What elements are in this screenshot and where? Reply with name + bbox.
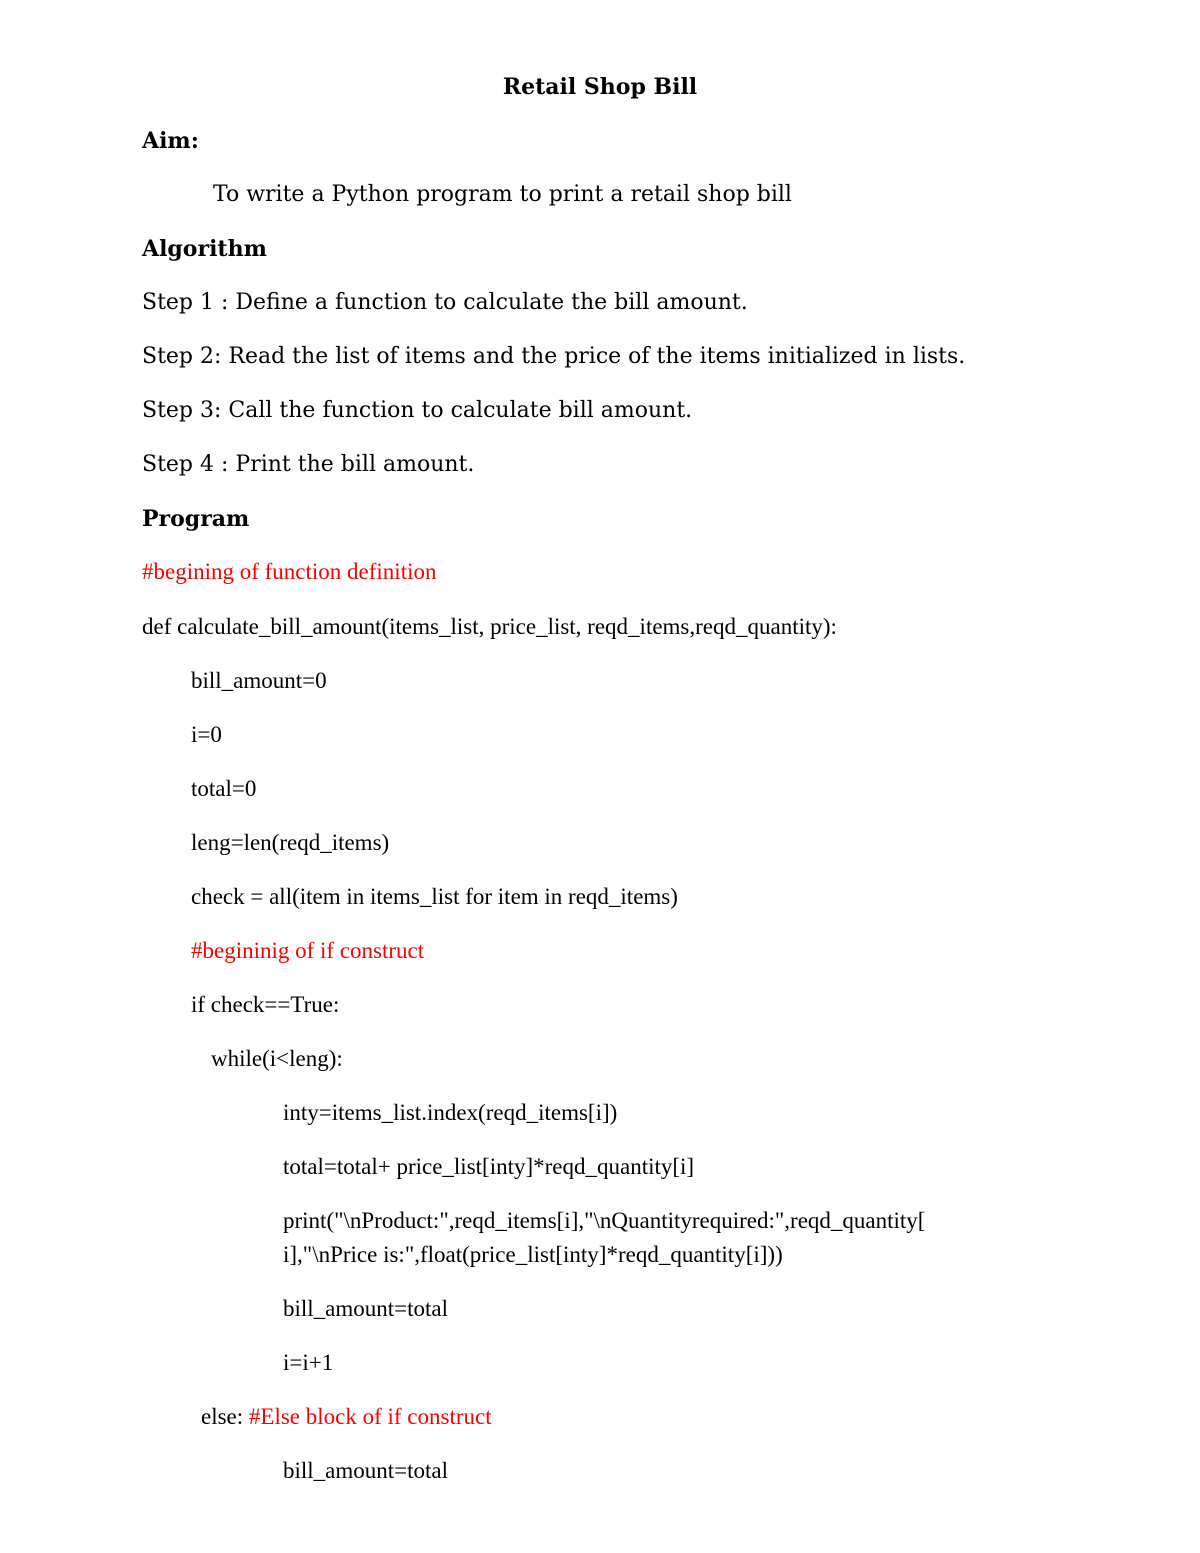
- code-check: check = all(item in items_list for item in reqd_items): [191, 884, 678, 909]
- code-def-line: def calculate_bill_amount(items_list, price_list, reqd_items,reqd_quantity):: [142, 614, 837, 639]
- code-i-increment: i=i+1: [283, 1350, 334, 1375]
- comment-if-construct: #begininig of if construct: [191, 938, 425, 963]
- algorithm-step-3: Step 3: Call the function to calculate bill amount.: [142, 398, 693, 423]
- comment-function-definition: #begining of function definition: [142, 559, 437, 584]
- code-total-calc: total=total+ price_list[inty]*reqd_quantity[i]: [283, 1154, 695, 1179]
- code-leng: leng=len(reqd_items): [191, 830, 390, 855]
- code-else-keyword: else:: [201, 1404, 249, 1429]
- code-else-line: [201, 1403, 492, 1431]
- program-heading: Program: [142, 506, 250, 532]
- algorithm-step-1: Step 1 : Define a function to calculate the bill amount.: [142, 290, 748, 315]
- code-while-line: while(i<leng):: [211, 1046, 343, 1071]
- code-total-init: total=0: [191, 776, 257, 801]
- algorithm-step-4: Step 4 : Print the bill amount.: [142, 452, 475, 477]
- code-i-init: i=0: [191, 722, 222, 747]
- aim-heading: Aim:: [142, 128, 199, 154]
- aim-text: To write a Python program to print a retail shop bill: [213, 182, 792, 207]
- code-if-line: if check==True:: [191, 992, 340, 1017]
- code-bill-assign-else: bill_amount=total: [283, 1458, 449, 1483]
- code-bill-assign: bill_amount=total: [283, 1296, 449, 1321]
- page-title: Retail Shop Bill: [502, 74, 698, 100]
- code-inty: inty=items_list.index(reqd_items[i]): [283, 1100, 618, 1125]
- code-print-line-2: i],"\nPrice is:",float(price_list[inty]*reqd_quantity[i])): [283, 1242, 783, 1267]
- comment-else-block: #Else block of if construct: [248, 1404, 492, 1429]
- code-print-line-1: print("\nProduct:",reqd_items[i],"\nQuantityrequired:",reqd_quantity[: [283, 1208, 926, 1233]
- algorithm-step-2: Step 2: Read the list of items and the price of the items initialized in lists.: [142, 344, 966, 369]
- algorithm-heading: Algorithm: [142, 236, 267, 262]
- code-bill-init: bill_amount=0: [191, 668, 327, 693]
